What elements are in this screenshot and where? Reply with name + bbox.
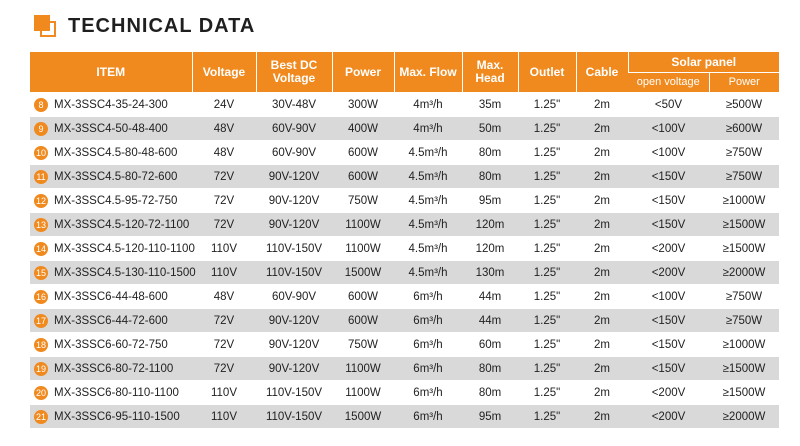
row-number-badge: 13 [35,219,46,230]
cell-max-flow: 4.5m³/h [394,165,462,189]
cell-power: 1100W [332,381,394,405]
cell-power: 1100W [332,237,394,261]
cell-item [30,261,196,285]
header-max-flow: Max. Flow [394,52,462,93]
cell-panel-power: ≥1000W [709,333,779,357]
cell-max-flow: 4m³/h [394,93,462,117]
cell-panel-power: ≥1500W [709,237,779,261]
cell-max-head: 95m [462,405,518,429]
table-row [30,405,779,429]
cell-outlet: 1.25" [518,93,576,117]
squares-logo-icon [34,15,56,37]
cell-item [30,381,192,405]
cell-max-flow: 6m³/h [394,381,462,405]
table-row [30,333,779,357]
cell-power: 1500W [332,405,394,429]
cell-voltage: 110V [192,405,256,429]
cell-cable: 2m [576,381,628,405]
technical-data-table [30,52,779,428]
cell-voltage: 48V [192,141,256,165]
row-number-badge: 10 [35,147,46,158]
table-row [30,285,779,309]
cell-voltage: 72V [192,357,256,381]
cell-item [30,189,192,213]
model-name: MX-3SSC4.5-120-110-1100 [54,242,195,255]
cell-max-head: 120m [462,237,518,261]
cell-max-head: 60m [462,333,518,357]
cell-best-dc-voltage: 30V-48V [256,93,332,117]
cell-power: 400W [332,117,394,141]
model-name: MX-3SSC6-95-110-1500 [54,410,180,423]
cell-cable: 2m [576,93,628,117]
cell-power: 600W [332,285,394,309]
cell-max-flow: 6m³/h [394,333,462,357]
cell-power: 750W [332,333,394,357]
cell-power: 600W [332,165,394,189]
cell-item [30,117,192,141]
cell-outlet: 1.25" [518,405,576,429]
cell-panel-power: ≥750W [709,309,779,333]
cell-max-flow: 6m³/h [394,285,462,309]
cell-cable: 2m [576,117,628,141]
cell-item [30,309,192,333]
cell-panel-power: ≥750W [709,285,779,309]
cell-panel-power: ≥1500W [709,213,779,237]
header-solar-panel: Solar panel [628,52,779,73]
cell-power: 1500W [332,261,394,285]
cell-max-flow: 4m³/h [394,117,462,141]
model-name: MX-3SSC6-60-72-750 [54,338,168,351]
cell-item [30,333,192,357]
cell-panel-power: ≥750W [709,165,779,189]
header-max-head: Max. Head [462,52,518,93]
row-number-badge: 19 [35,363,46,374]
table-row [30,93,779,117]
cell-open-voltage: <200V [628,237,709,261]
cell-cable: 2m [576,261,628,285]
cell-panel-power: ≥500W [709,93,779,117]
table-row [30,141,779,165]
cell-panel-power: ≥2000W [709,405,779,429]
cell-item [30,165,192,189]
cell-max-flow: 4.5m³/h [394,141,462,165]
cell-open-voltage: <150V [628,189,709,213]
cell-max-flow: 4.5m³/h [394,189,462,213]
header-solar-power: Power [709,73,779,93]
cell-cable: 2m [576,357,628,381]
cell-item [30,237,195,261]
cell-open-voltage: <200V [628,381,709,405]
row-number-badge: 11 [34,170,48,184]
table-row [30,117,779,141]
cell-best-dc-voltage: 60V-90V [256,117,332,141]
cell-best-dc-voltage: 110V-150V [256,261,332,285]
page-title: TECHNICAL DATA [68,14,256,37]
row-number-badge: 18 [35,339,46,350]
page-header [34,12,255,40]
cell-open-voltage: <50V [628,93,709,117]
cell-max-head: 95m [462,189,518,213]
cell-max-head: 44m [462,309,518,333]
cell-max-flow: 4.5m³/h [394,213,462,237]
cell-max-head: 50m [462,117,518,141]
table-row [30,357,779,381]
header-open-voltage: open voltage [628,73,709,93]
row-number-badge: 17 [35,315,46,326]
cell-best-dc-voltage: 60V-90V [256,141,332,165]
cell-open-voltage: <150V [628,309,709,333]
table-row [30,309,779,333]
cell-voltage: 72V [192,333,256,357]
model-name: MX-3SSC4.5-120-72-1100 [54,218,190,231]
cell-panel-power: ≥1500W [709,357,779,381]
cell-power: 1100W [332,213,394,237]
row-number-badge: 12 [35,195,46,206]
header-voltage: Voltage [192,52,256,93]
cell-panel-power: ≥2000W [709,261,779,285]
cell-max-head: 80m [462,141,518,165]
cell-outlet: 1.25" [518,309,576,333]
cell-item [30,141,192,165]
cell-open-voltage: <200V [628,405,709,429]
cell-voltage: 110V [192,381,256,405]
cell-best-dc-voltage: 90V-120V [256,189,332,213]
cell-panel-power: ≥1000W [709,189,779,213]
cell-outlet: 1.25" [518,381,576,405]
table-row [30,165,779,189]
model-name: MX-3SSC4-35-24-300 [54,98,168,111]
cell-voltage: 24V [192,93,256,117]
cell-max-head: 35m [462,93,518,117]
cell-outlet: 1.25" [518,213,576,237]
model-name: MX-3SSC4.5-130-110-1500 [54,266,196,279]
table-row [30,381,779,405]
cell-max-flow: 4.5m³/h [394,261,462,285]
row-number-badge: 8 [34,98,48,112]
cell-cable: 2m [576,285,628,309]
row-number-badge: 15 [35,267,46,278]
cell-item [30,93,192,117]
cell-voltage: 110V [192,237,256,261]
cell-best-dc-voltage: 60V-90V [256,285,332,309]
table-row [30,261,779,285]
cell-best-dc-voltage: 90V-120V [256,165,332,189]
cell-open-voltage: <100V [628,141,709,165]
cell-cable: 2m [576,213,628,237]
row-number-badge: 21 [35,411,46,422]
cell-voltage: 72V [192,213,256,237]
cell-max-head: 44m [462,285,518,309]
model-name: MX-3SSC4.5-80-72-600 [54,170,178,183]
cell-best-dc-voltage: 90V-120V [256,333,332,357]
cell-max-head: 130m [462,261,518,285]
model-name: MX-3SSC6-80-72-1100 [54,362,174,375]
cell-max-flow: 6m³/h [394,405,462,429]
model-name: MX-3SSC6-80-110-1100 [54,386,179,399]
cell-cable: 2m [576,141,628,165]
cell-best-dc-voltage: 110V-150V [256,405,332,429]
cell-outlet: 1.25" [518,165,576,189]
cell-power: 600W [332,309,394,333]
cell-cable: 2m [576,333,628,357]
cell-voltage: 110V [192,261,256,285]
cell-max-flow: 4.5m³/h [394,237,462,261]
cell-power: 750W [332,189,394,213]
header-item: ITEM [30,52,192,93]
cell-best-dc-voltage: 110V-150V [256,381,332,405]
model-name: MX-3SSC4.5-80-48-600 [54,146,178,159]
cell-best-dc-voltage: 90V-120V [256,357,332,381]
row-number-badge: 9 [34,122,48,136]
cell-cable: 2m [576,405,628,429]
row-number-badge: 20 [35,387,46,398]
cell-outlet: 1.25" [518,189,576,213]
header-outlet: Outlet [518,52,576,93]
cell-max-head: 80m [462,381,518,405]
cell-cable: 2m [576,165,628,189]
header-best-dc-voltage: Best DC Voltage [256,52,332,93]
cell-outlet: 1.25" [518,333,576,357]
cell-item [30,213,192,237]
cell-power: 600W [332,141,394,165]
cell-max-head: 80m [462,165,518,189]
cell-power: 300W [332,93,394,117]
table-row [30,213,779,237]
cell-max-flow: 6m³/h [394,309,462,333]
row-number-badge: 14 [35,243,46,254]
cell-open-voltage: <100V [628,117,709,141]
cell-outlet: 1.25" [518,237,576,261]
cell-open-voltage: <150V [628,165,709,189]
cell-cable: 2m [576,237,628,261]
header-cable: Cable [576,52,628,93]
cell-cable: 2m [576,309,628,333]
cell-open-voltage: <150V [628,213,709,237]
cell-outlet: 1.25" [518,285,576,309]
model-name: MX-3SSC6-44-48-600 [54,290,168,303]
cell-open-voltage: <150V [628,333,709,357]
cell-outlet: 1.25" [518,261,576,285]
cell-outlet: 1.25" [518,357,576,381]
cell-item [30,285,192,309]
header-power: Power [332,52,394,93]
cell-open-voltage: <200V [628,261,709,285]
cell-max-flow: 6m³/h [394,357,462,381]
cell-best-dc-voltage: 110V-150V [256,237,332,261]
cell-open-voltage: <100V [628,285,709,309]
cell-outlet: 1.25" [518,117,576,141]
cell-outlet: 1.25" [518,141,576,165]
cell-voltage: 48V [192,285,256,309]
model-name: MX-3SSC4-50-48-400 [54,122,168,135]
cell-open-voltage: <150V [628,357,709,381]
cell-voltage: 72V [192,309,256,333]
cell-voltage: 72V [192,165,256,189]
cell-item [30,405,192,429]
cell-item [30,357,192,381]
cell-voltage: 48V [192,117,256,141]
table-row [30,189,779,213]
cell-max-head: 80m [462,357,518,381]
model-name: MX-3SSC6-44-72-600 [54,314,168,327]
cell-panel-power: ≥1500W [709,381,779,405]
cell-max-head: 120m [462,213,518,237]
table-body [30,93,779,429]
row-number-badge: 16 [35,291,46,302]
cell-power: 1100W [332,357,394,381]
model-name: MX-3SSC4.5-95-72-750 [54,194,178,207]
cell-cable: 2m [576,189,628,213]
cell-best-dc-voltage: 90V-120V [256,309,332,333]
cell-panel-power: ≥600W [709,117,779,141]
cell-best-dc-voltage: 90V-120V [256,213,332,237]
cell-voltage: 72V [192,189,256,213]
cell-panel-power: ≥750W [709,141,779,165]
table-row [30,237,779,261]
